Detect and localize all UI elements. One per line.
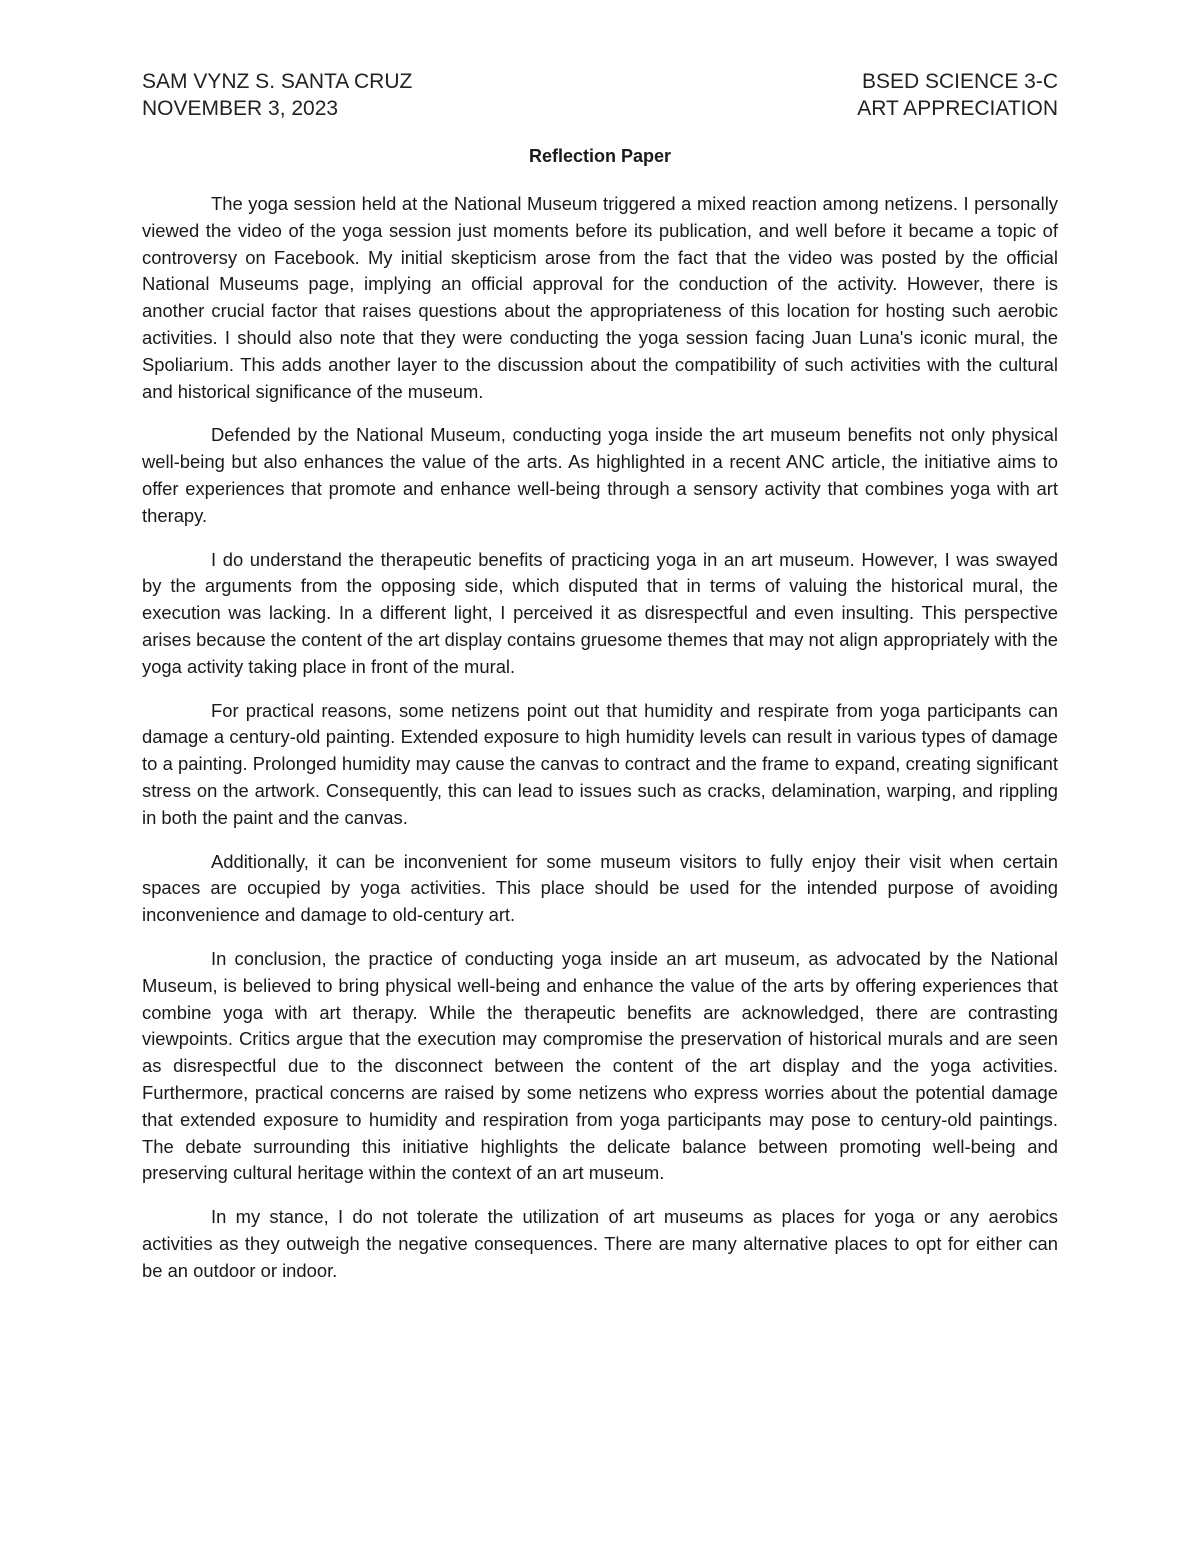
paragraph: Defended by the National Museum, conducting yoga inside the art museum benefits not only physical well-being but also enhances the value of the arts. As highlighted in a recent ANC article, the initiative aims to offer experiences that promote and enhance well-being through a sensory activity that combines yoga with art therapy. bbox=[142, 424, 1058, 526]
document-title: Reflection Paper bbox=[528, 146, 672, 166]
document-date: NOVEMBER 3, 2023 bbox=[142, 97, 339, 120]
paragraph: I do understand the therapeutic benefits of practicing yoga in an art museum. However, I was swayed by the arguments from the opposing side, which disputed that in terms of valuing the historical mural, the execution was lacking. In a different light, I perceived it as disrespectful and even insulting. This perspective arises because the content of the art display contains gruesome themes that may not align appropriately with the yoga activity taking place in front of the mural. bbox=[142, 548, 1058, 677]
document-page bbox=[142, 68, 1058, 1301]
header-right bbox=[857, 68, 1058, 122]
paragraph: The yoga session held at the National Museum triggered a mixed reaction among netizens. I personally viewed the video of the yoga session just moments before its publication, and well before it became a topic of controversy on Facebook. My initial skepticism arose from the fact that the video was posted by the official National Museums page, implying an official approval for the conduction of the activity. However, there is another crucial factor that raises questions about the appropriateness of this location for hosting such aerobic activities. I should also note that they were conducting the yoga session facing Juan Luna's iconic mural, the Spoliarium. This adds another layer to the discussion about the compatibility of such activities with the cultural and historical significance of the museum. bbox=[142, 193, 1058, 402]
document-body bbox=[142, 191, 1058, 1284]
author-name: SAM VYNZ S. SANTA CRUZ bbox=[142, 70, 413, 93]
paragraph: For practical reasons, some netizens point out that humidity and respirate from yoga participants can damage a century-old painting. Extended exposure to high humidity levels can result in various types of damage to a painting. Prolonged humidity may cause the canvas to contract and the frame to expand, creating significant stress on the artwork. Consequently, this can lead to issues such as cracks, delamination, warping, and rippling in both the paint and the canvas. bbox=[142, 699, 1058, 828]
paragraph: In conclusion, the practice of conducting yoga inside an art museum, as advocated by the National Museum, is believed to bring physical well-being and enhance the value of the arts by offering experiences that combine yoga with art therapy. While the therapeutic benefits are acknowledged, there are contrasting viewpoints. Critics argue that the execution may compromise the preservation of historical murals and are seen as disrespectful due to the disconnect between the content of the art display and the yoga activities. Furthermore, practical concerns are raised by some netizens who express worries about the potential damage that extended exposure to humidity and respiration from yoga participants may pose to century-old paintings. The debate surrounding this initiative highlights the delicate balance between promoting well-being and preserving cultural heritage within the context of an art museum. bbox=[142, 947, 1058, 1184]
paragraph: In my stance, I do not tolerate the utilization of art museums as places for yoga or any aerobics activities as they outweigh the negative consequences. There are many alternative places to opt for either can be an outdoor or indoor. bbox=[142, 1206, 1058, 1281]
header-left bbox=[142, 68, 412, 122]
paragraph: Additionally, it can be inconvenient for some museum visitors to fully enjoy their visit when certain spaces are occupied by yoga activities. This place should be used for the intended purpose of avoiding inconvenience and damage to old-century art. bbox=[142, 850, 1058, 926]
course-section: BSED SCIENCE 3-C bbox=[861, 70, 1058, 93]
subject-name: ART APPRECIATION bbox=[857, 97, 1058, 120]
document-header bbox=[142, 68, 1058, 122]
